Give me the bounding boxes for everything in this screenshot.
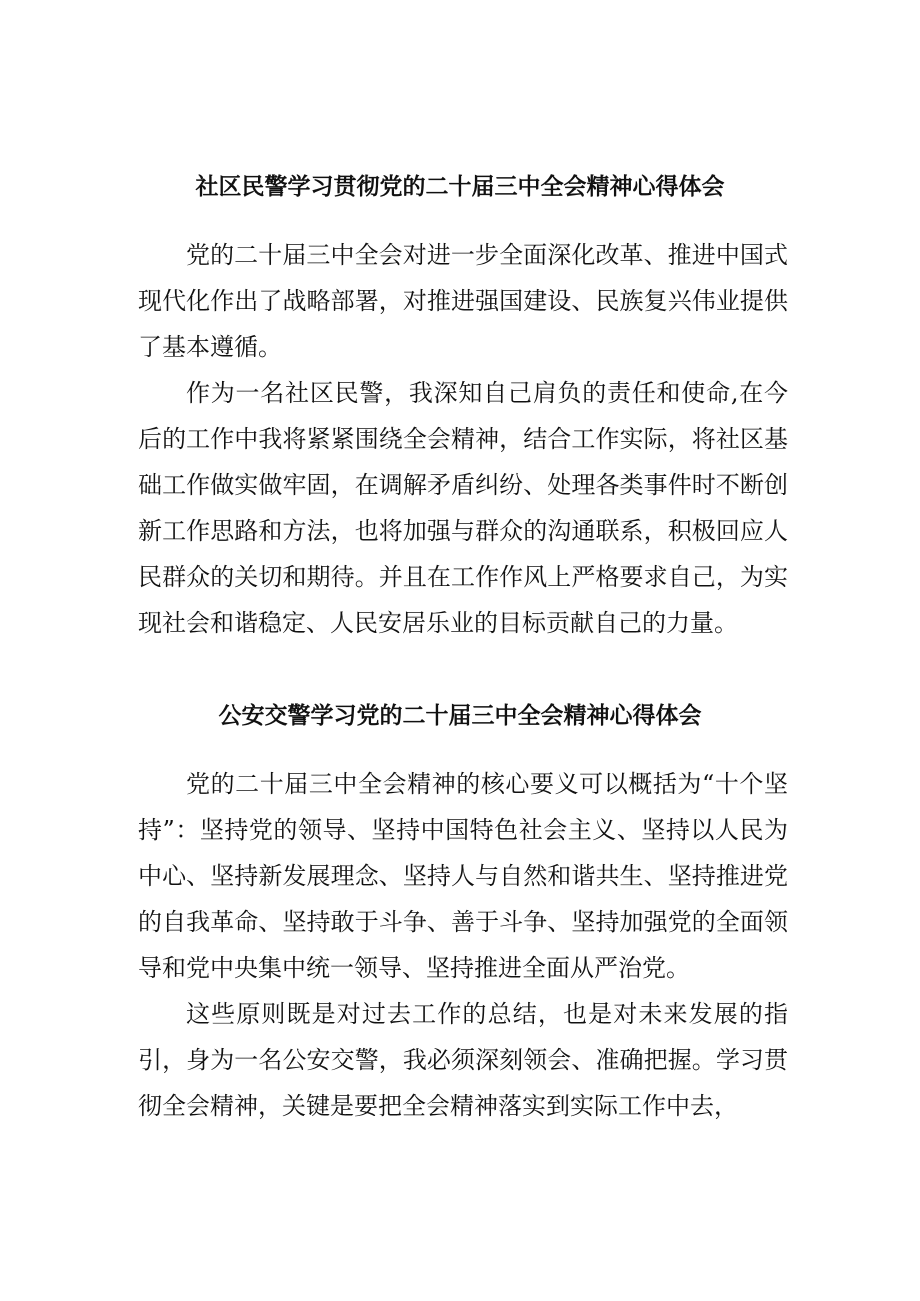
section-2-paragraph-1: 党的二十届三中全会精神的核心要义可以概括为“十个坚持”：坚持党的领导、坚持中国特色社会主义、坚持以人民为中心、坚持新发展理念、坚持人与自然和谐共生、坚持推进党的自我革命、坚持敢于斗争、善于斗争、坚持加强党的全面领导和党中央集中统一领导、坚持推进全面从严治党。 — [138, 770, 788, 982]
section-1-paragraph-2: 作为一名社区民警，我深知自己肩负的责任和使命,在今后的工作中我将紧紧围绕全会精神，结合工作实际，将社区基础工作做实做牢固，在调解矛盾纠纷、处理各类事件时不断创新工作思路和方法，也将加强与群众的沟通联系，积极回应人民群众的关切和期待。并且在工作作风上严格要求自己，为实现社会和谐稳定、人民安居乐业的目标贡献自己的力量。 — [138, 379, 788, 637]
section-title-1: 社区民警学习贯彻党的二十届三中全会精神心得体会 — [195, 173, 725, 200]
section-1-paragraph-1: 党的二十届三中全会对进一步全面深化改革、推进中国式现代化作出了战略部署，对推进强国建设、民族复兴伟业提供了基本遵循。 — [138, 241, 788, 361]
section-title-2: 公安交警学习党的二十届三中全会精神心得体会 — [218, 702, 702, 729]
section-2-paragraph-2: 这些原则既是对过去工作的总结，也是对未来发展的指引，身为一名公安交警，我必须深刻领会、准确把握。学习贯彻全会精神，关键是要把全会精神落实到实际工作中去， — [138, 1000, 788, 1120]
